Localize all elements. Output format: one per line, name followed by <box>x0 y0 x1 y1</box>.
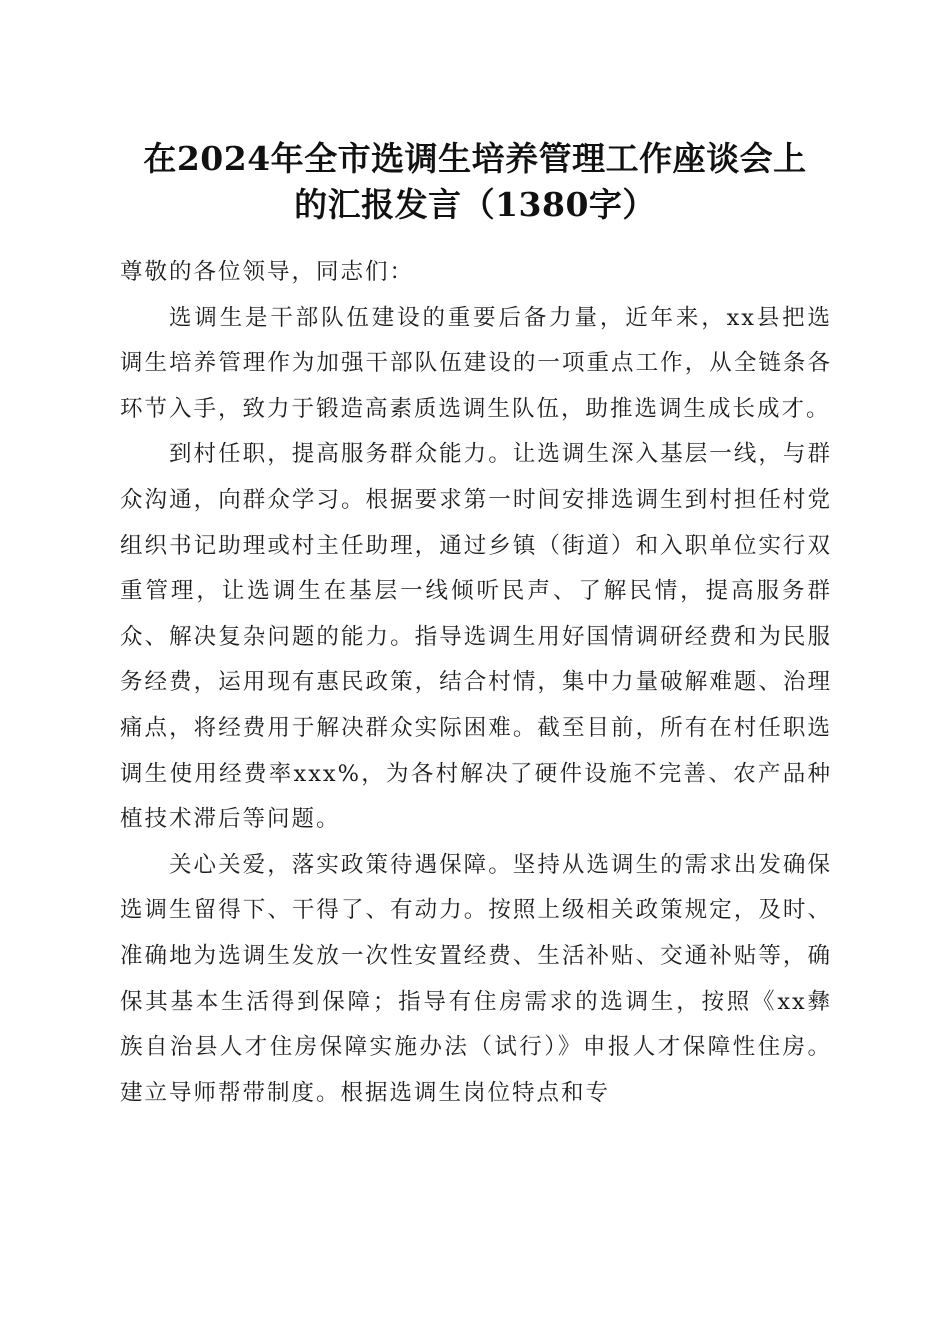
title-line-1: 在2024年全市选调生培养管理工作座谈会上 <box>143 139 807 178</box>
paragraph-care-support: 关心关爱，落实政策待遇保障。坚持从选调生的需求出发确保选调生留得下、干得了、有动力。按照上级相关政策规定，及时、准确地为选调生发放一次性安置经费、生活补贴、交通补贴等，确保其基本生活得到保障；指导有住房需求的选调生，按照《xx彝族自治县人才住房保障实施办法（试行）》申报人才保障性住房。建立导师帮带制度。根据选调生岗位特点和专 <box>120 851 832 1106</box>
document-body <box>120 250 832 1116</box>
paragraph-intro: 选调生是干部队伍建设的重要后备力量，近年来，xx县把选调生培养管理作为加强干部队伍建设的一项重点工作，从全链条各环节入手，致力于锻造高素质选调生队伍，助推选调生成长成才。 <box>120 304 832 422</box>
document-title <box>100 136 850 228</box>
salutation: 尊敬的各位领导，同志们： <box>120 259 415 285</box>
paragraph-village-posting: 到村任职，提高服务群众能力。让选调生深入基层一线，与群众沟通，向群众学习。根据要求第一时间安排选调生到村担任村党组织书记助理或村主任助理，通过乡镇（街道）和入职单位实行双重管理，让选调生在基层一线倾听民声、了解民情，提高服务群众、解决复杂问题的能力。指导选调生用好国情调研经费和为民服务经费，运用现有惠民政策，结合村情，集中力量破解难题、治理痛点，将经费用于解决群众实际困难。截至目前，所有在村任职选调生使用经费率xxx%，为各村解决了硬件设施不完善、农产品种植技术滞后等问题。 <box>120 441 832 833</box>
title-line-2: 的汇报发言（1380字） <box>294 185 656 224</box>
